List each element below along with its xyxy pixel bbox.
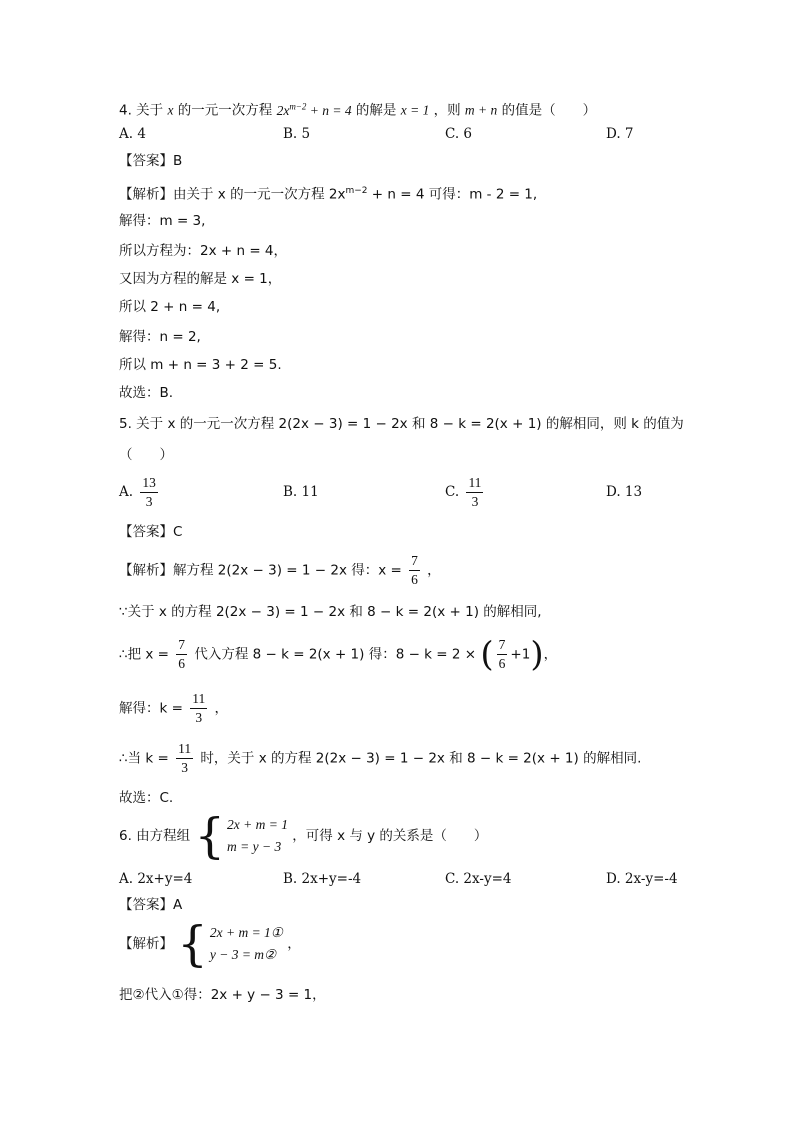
- q5-sol1-text: 【解析】解方程 2(2x − 3) = 1 − 2x 得：x =: [119, 562, 402, 579]
- q5-opt-c-den: 3: [471, 494, 479, 509]
- q4-solution-line-6: 解得：n = 2,: [119, 329, 201, 345]
- q5-sol3-rparen: ): [530, 634, 544, 675]
- q5-solution-line-3: [119, 636, 557, 673]
- q5-sol1-den: 6: [411, 572, 418, 587]
- q5-solution-line-2: ∵关于 x 的方程 2(2x − 3) = 1 − 2x 和 8 − k = 2(x + 1) 的解相同,: [119, 604, 542, 620]
- q5-opt-c-num: 11: [466, 474, 483, 493]
- q5-sol4-den: 3: [195, 710, 203, 725]
- q5-option-a: [119, 474, 161, 511]
- q5-sol1-end: ，: [427, 562, 441, 579]
- q6-sol-label: 【解析】: [119, 936, 173, 952]
- q5-sol3-mid: 代入方程 8 − k = 2(x + 1) 得：8 − k = 2 ×: [194, 646, 477, 663]
- q6-option-d: D. 2x-y=-4: [606, 871, 678, 887]
- q4-solution-line-3: 所以方程为：2x + n = 4，: [119, 243, 288, 259]
- q5-sol4-text: 解得：k =: [119, 700, 183, 717]
- q4-sol: x = 1: [400, 102, 430, 118]
- q5-sol3-inner-num: 7: [497, 636, 508, 655]
- q5-sol1-fraction: [409, 552, 420, 589]
- q5-sol4-num: 11: [190, 690, 207, 709]
- q6-sol-eq2: y − 3 = m②: [209, 947, 277, 962]
- q6-sol-brace: {: [177, 916, 208, 972]
- q4-stem-part: 的解是: [355, 102, 397, 119]
- q5-sol3-den: 6: [178, 656, 186, 671]
- q5-option-b: B. 11: [283, 484, 319, 500]
- q5-option-d: D. 13: [606, 484, 643, 500]
- q6-system-eq2: m = y − 3: [227, 839, 282, 854]
- q4-stem-part: 4. 关于: [119, 102, 164, 119]
- q6-option-c: C. 2x-y=4: [445, 871, 512, 887]
- q5-option-c: [445, 474, 486, 511]
- q5-answer: 【答案】C: [119, 524, 183, 540]
- q5-sol5-rest: 时，关于 x 的方程 2(2x − 3) = 1 − 2x 和 8 − k = 2(x + 1) 的解相同.: [200, 750, 642, 767]
- q4-solution-line-7: 所以 m + n = 3 + 2 = 5.: [119, 357, 282, 373]
- q4-mn: m + n: [464, 102, 498, 118]
- q5-stem: 5. 关于 x 的一元一次方程 2(2x − 3) = 1 − 2x 和 8 − k = 2(x + 1) 的解相同，则 k 的值为: [119, 416, 684, 432]
- q6-answer: 【答案】A: [119, 897, 183, 913]
- q5-sol4-fraction: [190, 690, 207, 727]
- q5-sol3-num: 7: [176, 636, 187, 655]
- q5-solution-line-6: 故选：C.: [119, 790, 174, 806]
- q6-system: [227, 814, 288, 858]
- q5-sol5-text: ∴当 k =: [119, 750, 169, 767]
- q5-sol5-den: 3: [181, 760, 188, 775]
- q6-system-brace: {: [194, 808, 226, 864]
- q4-solution-line-2: 解得：m = 3,: [119, 213, 206, 229]
- q5-solution-line-1: [119, 552, 441, 589]
- q5-solution-line-4: [119, 690, 228, 727]
- q5-solution-line-5: [119, 740, 641, 777]
- q4-answer: 【答案】B: [119, 153, 183, 169]
- q4-option-a: A. 4: [119, 126, 146, 142]
- q4-stem-part: 的值是（ ）: [501, 102, 597, 119]
- q5-opt-a-num: 13: [140, 474, 158, 493]
- q5-sol3-end: ，: [543, 646, 558, 663]
- q6-option-b: B. 2x+y=-4: [283, 871, 362, 887]
- q5-sol3-plus: +1: [510, 646, 531, 663]
- q4-option-d: D. 7: [606, 126, 634, 142]
- q6-option-a: A. 2x+y=4: [119, 871, 193, 887]
- q4-option-b: B. 5: [283, 126, 311, 142]
- q4-sol-exp: m−2: [345, 186, 368, 196]
- q5-opt-a-label: A.: [119, 484, 134, 500]
- q5-opt-c-fraction: [466, 474, 483, 511]
- q4-sol-text: 【解析】由关于 x 的一元一次方程 2x: [119, 186, 346, 203]
- q5-sol5-num: 11: [176, 740, 193, 759]
- q5-sol3-fraction: [176, 636, 187, 673]
- q4-eq-exp: m−2: [289, 101, 307, 111]
- q5-sol5-fraction: [176, 740, 193, 777]
- q5-opt-c-label: C.: [445, 484, 460, 500]
- q4-sol-tail: + n = 4 可得：m - 2 = 1,: [367, 186, 538, 203]
- q5-sol4-end: ，: [214, 700, 229, 717]
- q5-sol3-inner-den: 6: [498, 656, 506, 671]
- q5-stem-paren: （ ）: [119, 447, 173, 463]
- q5-sol3-lparen: (: [480, 634, 494, 675]
- q4-solution-line-1: [119, 181, 537, 205]
- q4-solution-line-5: 所以 2 + n = 4,: [119, 299, 221, 315]
- q4-eq: 2x: [276, 102, 290, 118]
- q4-stem-part: 的一元一次方程: [177, 102, 273, 119]
- q6-sol-eq1: 2x + m = 1①: [209, 925, 283, 940]
- q6-stem-tail: ，可得 x 与 y 的关系是（ ）: [292, 828, 488, 844]
- q5-opt-a-fraction: [140, 474, 158, 511]
- q4-stem-part: ，则: [433, 102, 461, 119]
- q4-stem: 4. 关于 x 的一元一次方程 $2x^{m-2} + n = 4$ 的解是 x = 1 ，则 m + n 的值是（ ）: [119, 101, 597, 119]
- q6-solution-line-1: [119, 916, 301, 972]
- q6-solution-line-2: 把②代入①得：2x + y − 3 = 1，: [119, 987, 326, 1003]
- q6-system-eq1: 2x + m = 1: [227, 817, 288, 832]
- q4-option-c: C. 6: [445, 126, 473, 142]
- q6-stem-text: 6. 由方程组: [119, 828, 191, 844]
- q5-sol3-text: ∴把 x =: [119, 646, 169, 663]
- q4-solution-line-8: 故选：B.: [119, 385, 174, 401]
- q5-opt-a-den: 3: [145, 494, 153, 509]
- q4-solution-line-4: 又因为方程的解是 x = 1，: [119, 271, 282, 287]
- q4-eq-rest: + n = 4: [306, 102, 352, 118]
- q6-sol-system: [210, 922, 283, 966]
- q5-sol3-inner-fraction: [497, 636, 508, 673]
- q6-stem: [119, 808, 488, 864]
- q6-sol-comma: ，: [287, 936, 301, 952]
- q5-sol1-num: 7: [409, 552, 420, 571]
